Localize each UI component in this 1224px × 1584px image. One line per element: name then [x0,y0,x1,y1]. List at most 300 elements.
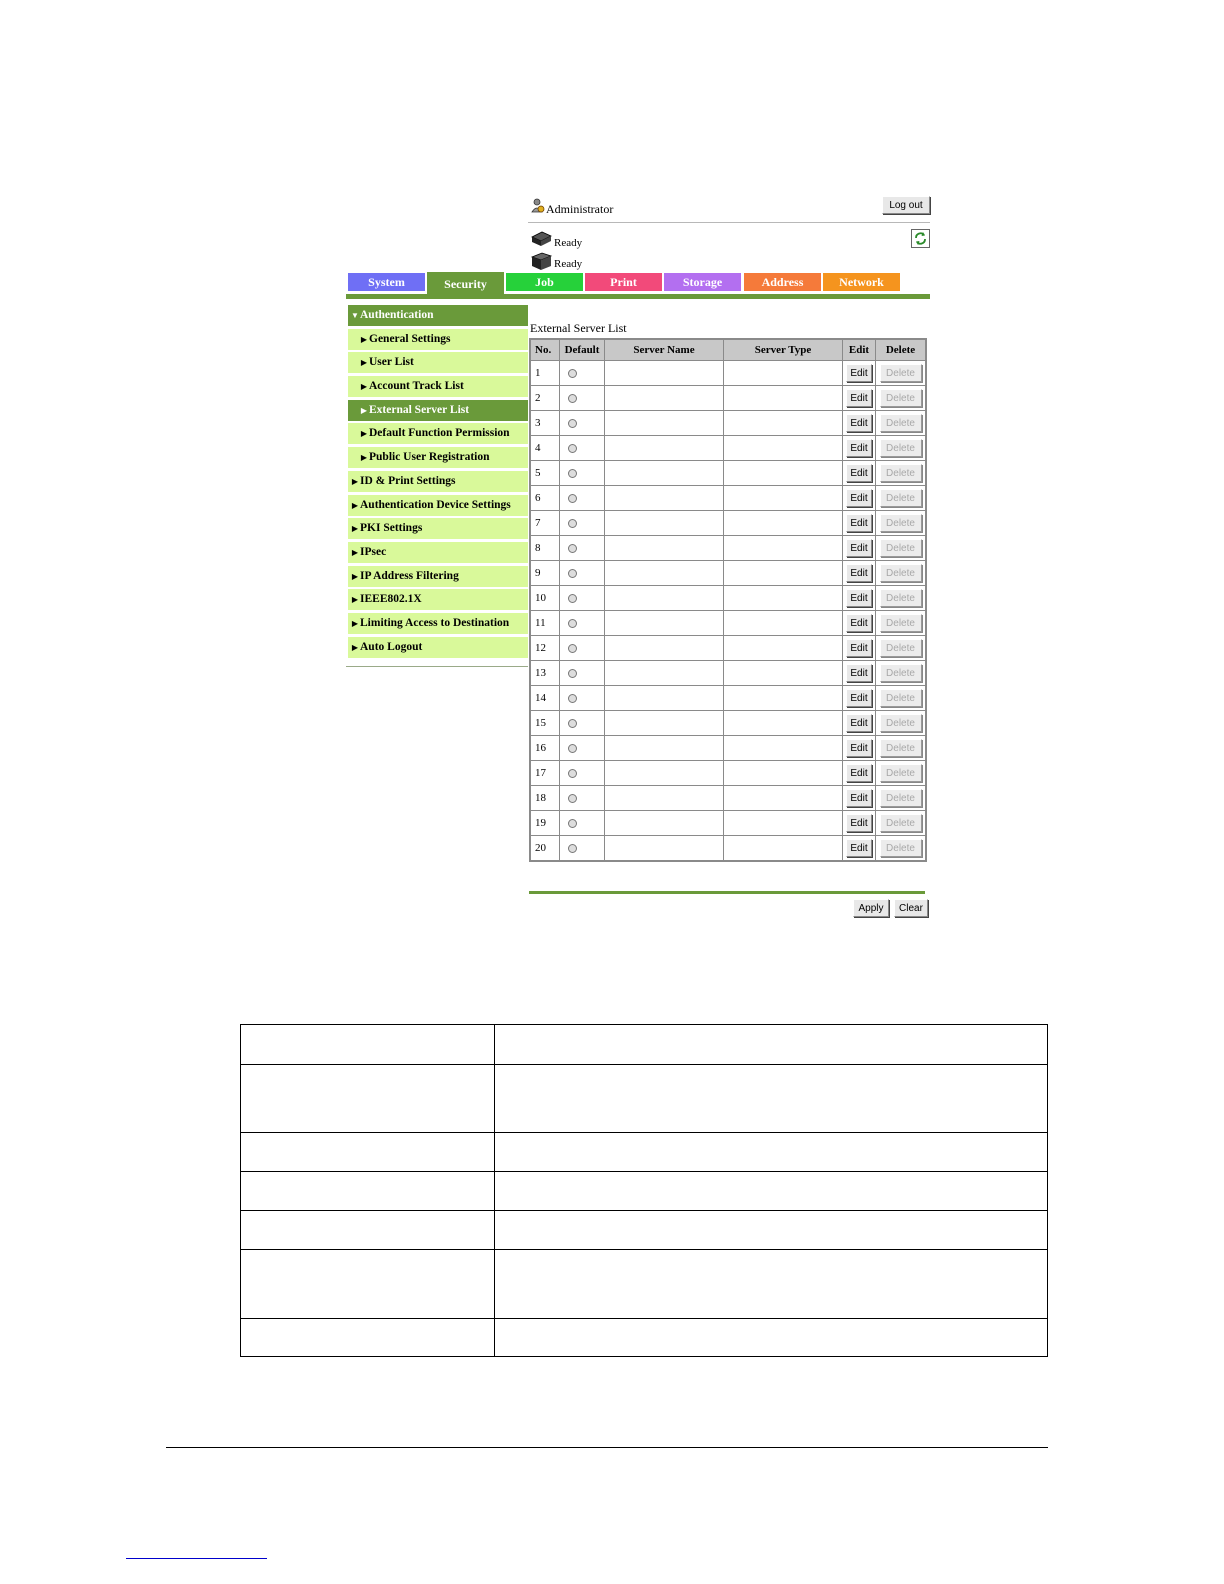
table-row [530,361,926,386]
server-type-cell [724,436,843,461]
sidebar-item-auto-logout[interactable] [348,637,528,658]
edit-cell [843,586,876,611]
col-server-type: Server Type [724,339,843,361]
server-type-cell [724,786,843,811]
description-item-cell [241,1025,495,1065]
server-name-cell [605,511,724,536]
description-row [241,1250,1048,1319]
server-name-cell [605,611,724,636]
description-text-cell [495,1025,1048,1065]
default-radio[interactable] [568,844,577,853]
printer-status [530,230,650,250]
server-name-cell [605,536,724,561]
table-row [530,411,926,436]
delete-button[interactable]: Delete [880,389,922,407]
triangle-right-icon: ▶ [351,524,359,534]
edit-cell [843,686,876,711]
delete-cell [876,561,927,586]
description-item-cell [241,1133,495,1172]
default-radio[interactable] [568,419,577,428]
delete-button[interactable]: Delete [880,689,922,707]
delete-cell [876,761,927,786]
edit-button[interactable]: Edit [846,464,872,482]
delete-button[interactable]: Delete [880,514,922,532]
server-type-cell [724,611,843,636]
row-number: 14 [530,686,560,711]
edit-button[interactable]: Edit [846,539,872,557]
delete-button[interactable]: Delete [880,439,922,457]
tab-storage[interactable]: Storage [664,273,741,291]
triangle-right-icon: ▶ [351,547,359,557]
server-type-cell [724,411,843,436]
sidebar-item-ieee802-1x[interactable] [348,589,528,610]
sidebar-item-label: Default Function Permission [369,427,510,440]
edit-cell [843,661,876,686]
tab-security[interactable]: Security [427,272,504,296]
server-type-cell [724,661,843,686]
scanner-icon [530,251,552,271]
list-bottom-divider [529,891,925,894]
row-number: 3 [530,411,560,436]
default-radio[interactable] [568,394,577,403]
edit-cell [843,736,876,761]
delete-cell [876,661,927,686]
delete-button[interactable]: Delete [880,714,922,732]
description-item-cell [241,1211,495,1250]
sidebar-item-label: Auto Logout [360,640,423,653]
server-type-cell [724,636,843,661]
table-row [530,486,926,511]
server-name-cell [605,561,724,586]
edit-button[interactable]: Edit [846,639,872,657]
edit-button[interactable]: Edit [846,664,872,682]
edit-cell [843,561,876,586]
triangle-right-icon: ▶ [360,405,368,415]
edit-cell [843,436,876,461]
default-radio[interactable] [568,494,577,503]
default-radio[interactable] [568,794,577,803]
triangle-right-icon: ▶ [351,571,359,581]
default-radio[interactable] [568,644,577,653]
default-radio-cell [560,486,605,511]
table-row [530,836,926,862]
default-radio[interactable] [568,444,577,453]
description-text-cell [495,1133,1048,1172]
sidebar-item-authentication[interactable] [348,305,528,326]
sidebar-item-label: Authentication [360,309,434,321]
edit-button[interactable]: Edit [846,414,872,432]
delete-cell [876,736,927,761]
header-divider [528,222,930,223]
delete-cell [876,411,927,436]
server-name-cell [605,461,724,486]
server-name-cell [605,836,724,862]
row-number: 10 [530,586,560,611]
default-radio-cell [560,461,605,486]
edit-button[interactable]: Edit [846,739,872,757]
delete-button[interactable]: Delete [880,539,922,557]
edit-cell [843,461,876,486]
description-item-cell [241,1172,495,1211]
triangle-right-icon: ▶ [360,334,368,344]
table-row [530,586,926,611]
default-radio-cell [560,761,605,786]
server-type-cell [724,461,843,486]
default-radio-cell [560,661,605,686]
default-radio-cell [560,811,605,836]
delete-cell [876,836,927,862]
delete-button[interactable]: Delete [880,739,922,757]
table-row [530,536,926,561]
row-number: 8 [530,536,560,561]
refresh-icon[interactable] [911,229,930,248]
server-type-cell [724,811,843,836]
triangle-right-icon: ▶ [351,476,359,486]
logout-button[interactable]: Log out [882,196,930,214]
delete-button[interactable]: Delete [880,489,922,507]
server-type-cell [724,561,843,586]
page-title: External Server List [530,321,627,335]
default-radio-cell [560,686,605,711]
server-name-cell [605,411,724,436]
edit-cell [843,511,876,536]
sidebar-item-label: User List [369,356,414,369]
description-text-cell [495,1172,1048,1211]
table-row [530,661,926,686]
description-row [241,1133,1048,1172]
sidebar-item-pki-settings[interactable] [348,518,528,539]
sidebar-item-label: IPsec [360,545,387,558]
edit-cell [843,761,876,786]
server-name-cell [605,786,724,811]
triangle-right-icon: ▶ [351,642,359,652]
delete-cell [876,486,927,511]
default-radio[interactable] [568,719,577,728]
edit-button[interactable]: Edit [846,514,872,532]
delete-button[interactable]: Delete [880,564,922,582]
default-radio[interactable] [568,669,577,678]
edit-cell [843,636,876,661]
tab-address[interactable]: Address [744,273,821,291]
server-type-cell [724,386,843,411]
delete-button[interactable]: Delete [880,414,922,432]
printer-status-label: Ready [554,237,583,249]
table-row [530,511,926,536]
default-radio-cell [560,361,605,386]
table-row [530,786,926,811]
edit-cell [843,836,876,862]
table-row [530,436,926,461]
triangle-right-icon: ▶ [360,453,368,463]
description-row [241,1025,1048,1065]
col-delete: Delete [876,339,927,361]
sidebar-item-label: General Settings [369,332,451,345]
col-server-name: Server Name [605,339,724,361]
delete-button[interactable]: Delete [880,364,922,382]
sidebar-item-label: External Server List [369,403,470,416]
row-number: 12 [530,636,560,661]
row-number: 17 [530,761,560,786]
table-row [530,711,926,736]
server-type-cell [724,586,843,611]
sidebar-item-label: ID & Print Settings [360,474,456,487]
delete-button[interactable]: Delete [880,614,922,632]
server-name-cell [605,586,724,611]
delete-button[interactable]: Delete [880,464,922,482]
default-radio[interactable] [568,694,577,703]
server-name-cell [605,636,724,661]
edit-cell [843,711,876,736]
default-radio-cell [560,736,605,761]
table-row [530,761,926,786]
apply-button[interactable]: Apply [853,899,889,917]
table-row [530,636,926,661]
sidebar-item-label: PKI Settings [360,522,423,535]
server-type-cell [724,711,843,736]
sidebar [348,305,528,660]
table-row [530,386,926,411]
edit-button[interactable]: Edit [846,839,872,857]
administrator-icon [530,198,546,214]
table-row [530,561,926,586]
sidebar-item-label: IP Address Filtering [360,569,459,582]
delete-button[interactable]: Delete [880,664,922,682]
delete-button[interactable]: Delete [880,789,922,807]
edit-button[interactable]: Edit [846,714,872,732]
description-table [240,1024,1048,1357]
default-radio-cell [560,561,605,586]
edit-button[interactable]: Edit [846,439,872,457]
default-radio[interactable] [568,544,577,553]
sidebar-item-account-track-list[interactable] [348,376,528,397]
server-name-cell [605,711,724,736]
row-number: 9 [530,561,560,586]
server-name-cell [605,661,724,686]
delete-cell [876,636,927,661]
edit-cell [843,386,876,411]
delete-button[interactable]: Delete [880,814,922,832]
edit-button[interactable]: Edit [846,814,872,832]
table-row [530,736,926,761]
description-text-cell [495,1211,1048,1250]
edit-cell [843,811,876,836]
delete-button[interactable]: Delete [880,589,922,607]
row-number: 4 [530,436,560,461]
default-radio-cell [560,436,605,461]
triangle-right-icon: ▶ [351,618,359,628]
edit-button[interactable]: Edit [846,689,872,707]
default-radio[interactable] [568,594,577,603]
footer-link-underline [126,1558,267,1559]
default-radio[interactable] [568,744,577,753]
description-item-cell [241,1250,495,1319]
edit-cell [843,786,876,811]
triangle-right-icon: ▶ [360,382,368,392]
table-row [530,686,926,711]
server-name-cell [605,436,724,461]
sidebar-item-label: Limiting Access to Destination [360,616,510,629]
default-radio-cell [560,711,605,736]
delete-button[interactable]: Delete [880,839,922,857]
row-number: 13 [530,661,560,686]
sidebar-item-label: Public User Registration [369,451,490,464]
description-row [241,1065,1048,1133]
description-text-cell [495,1319,1048,1357]
sidebar-item-limiting-access-to-destination[interactable] [348,613,528,634]
description-item-cell [241,1065,495,1133]
server-name-cell [605,361,724,386]
col-default: Default [560,339,605,361]
admin-bar [528,196,930,222]
triangle-right-icon: ▶ [351,500,359,510]
server-type-cell [724,836,843,862]
edit-button[interactable]: Edit [846,764,872,782]
scanner-status [530,251,650,271]
delete-cell [876,536,927,561]
edit-button[interactable]: Edit [846,614,872,632]
row-number: 15 [530,711,560,736]
table-row [530,461,926,486]
delete-cell [876,461,927,486]
delete-cell [876,586,927,611]
user-label: Administrator [546,202,614,216]
scanner-status-label: Ready [554,258,583,270]
server-name-cell [605,486,724,511]
col-edit: Edit [843,339,876,361]
server-name-cell [605,761,724,786]
row-number: 7 [530,511,560,536]
table-row [530,811,926,836]
sidebar-item-id-print-settings[interactable] [348,471,528,492]
edit-button[interactable]: Edit [846,389,872,407]
delete-button[interactable]: Delete [880,764,922,782]
delete-cell [876,361,927,386]
delete-cell [876,511,927,536]
row-number: 2 [530,386,560,411]
default-radio-cell [560,511,605,536]
description-row [241,1319,1048,1357]
delete-cell [876,811,927,836]
sidebar-item-ipsec[interactable] [348,542,528,563]
server-type-cell [724,686,843,711]
edit-button[interactable]: Edit [846,564,872,582]
server-name-cell [605,736,724,761]
description-text-cell [495,1065,1048,1133]
tab-system[interactable]: System [348,273,425,291]
default-radio[interactable] [568,519,577,528]
edit-cell [843,536,876,561]
row-number: 19 [530,811,560,836]
table-row [530,611,926,636]
sidebar-item-ip-address-filtering[interactable] [348,566,528,587]
tab-network[interactable]: Network [823,273,900,291]
server-name-cell [605,386,724,411]
server-name-cell [605,811,724,836]
description-item-cell [241,1319,495,1357]
col-no: No. [530,339,560,361]
edit-cell [843,411,876,436]
delete-cell [876,711,927,736]
default-radio[interactable] [568,469,577,478]
edit-cell [843,611,876,636]
edit-button[interactable]: Edit [846,489,872,507]
row-number: 1 [530,361,560,386]
delete-cell [876,686,927,711]
default-radio-cell [560,536,605,561]
delete-cell [876,611,927,636]
clear-button[interactable]: Clear [894,899,928,917]
sidebar-item-external-server-list[interactable] [348,400,528,421]
tab-print[interactable]: Print [585,273,662,291]
row-number: 20 [530,836,560,862]
triangle-right-icon: ▶ [360,429,368,439]
row-number: 5 [530,461,560,486]
printer-icon [530,230,552,248]
triangle-down-icon: ▼ [351,311,359,320]
triangle-right-icon: ▶ [351,595,359,605]
sidebar-item-label: Account Track List [369,380,464,393]
footer-rule [166,1447,1048,1448]
default-radio[interactable] [568,369,577,378]
row-number: 16 [530,736,560,761]
server-name-cell [605,686,724,711]
sidebar-item-user-list[interactable] [348,352,528,373]
row-number: 18 [530,786,560,811]
edit-cell [843,486,876,511]
table-header-row [530,339,926,361]
delete-button[interactable]: Delete [880,639,922,657]
delete-cell [876,386,927,411]
delete-cell [876,786,927,811]
server-type-cell [724,486,843,511]
default-radio[interactable] [568,619,577,628]
default-radio-cell [560,586,605,611]
sidebar-item-authentication-device-settings[interactable] [348,495,528,516]
default-radio[interactable] [568,569,577,578]
description-row [241,1172,1048,1211]
server-type-cell [724,536,843,561]
triangle-right-icon: ▶ [360,358,368,368]
sidebar-item-public-user-registration[interactable] [348,447,528,468]
row-number: 11 [530,611,560,636]
default-radio-cell [560,386,605,411]
delete-cell [876,436,927,461]
server-type-cell [724,736,843,761]
default-radio-cell [560,411,605,436]
tab-job[interactable]: Job [506,273,583,291]
edit-button[interactable]: Edit [846,789,872,807]
sidebar-item-default-function-permission[interactable] [348,423,528,444]
edit-button[interactable]: Edit [846,589,872,607]
edit-cell [843,361,876,386]
sidebar-item-label: IEEE802.1X [360,593,422,606]
sidebar-bottom-divider [346,666,528,667]
sidebar-item-label: Authentication Device Settings [360,498,511,511]
default-radio-cell [560,786,605,811]
server-type-cell [724,361,843,386]
default-radio-cell [560,611,605,636]
default-radio[interactable] [568,769,577,778]
server-type-cell [724,761,843,786]
default-radio-cell [560,836,605,862]
sidebar-item-general-settings[interactable] [348,329,528,350]
default-radio[interactable] [568,819,577,828]
server-type-cell [724,511,843,536]
description-row [241,1211,1048,1250]
description-text-cell [495,1250,1048,1319]
edit-button[interactable]: Edit [846,364,872,382]
row-number: 6 [530,486,560,511]
